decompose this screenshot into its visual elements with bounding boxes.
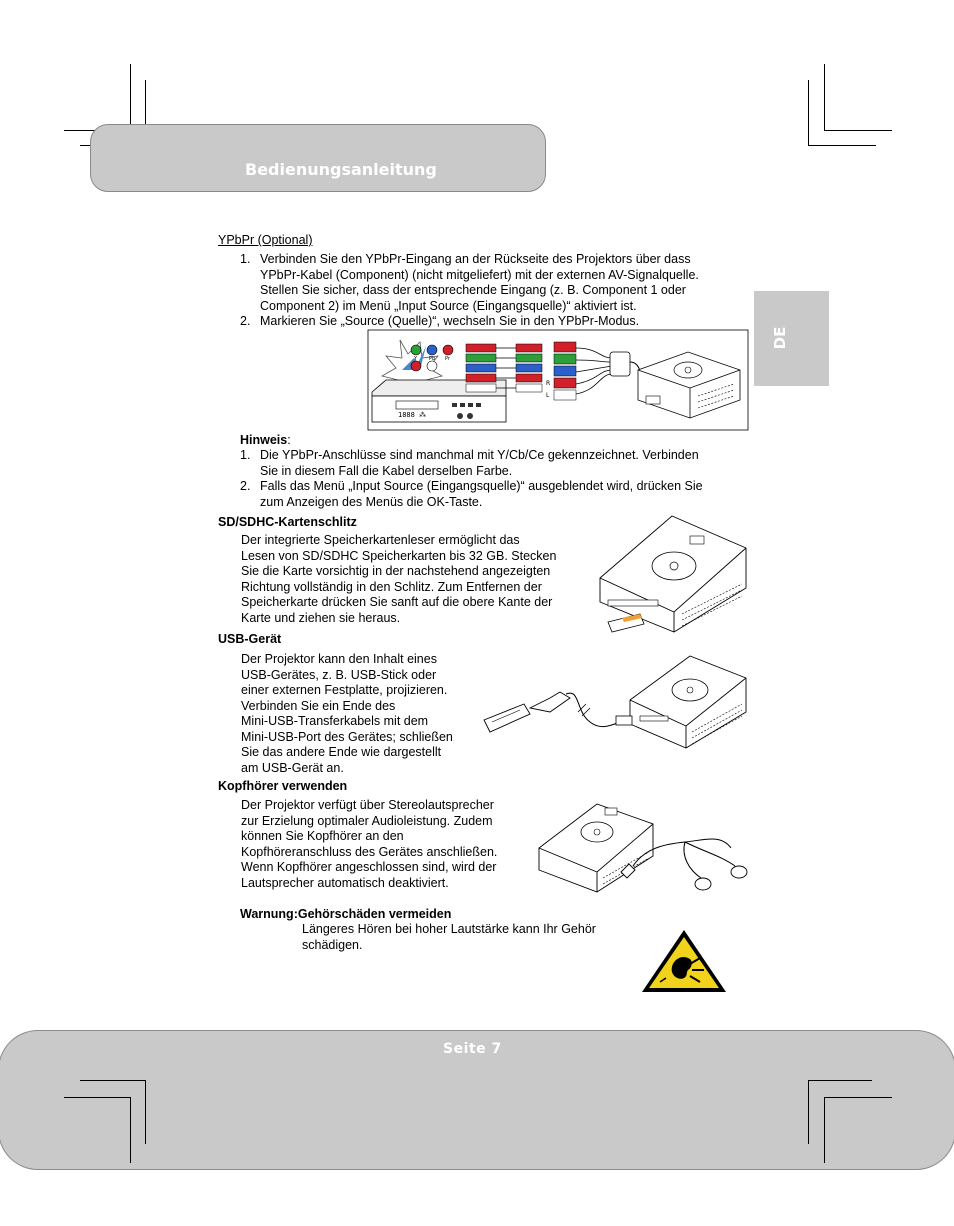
sd-line: Lesen von SD/SDHC Speicherkarten bis 32 GB. Stecken xyxy=(241,548,557,563)
ypbpr-step-1-line: Stellen Sie sicher, dass der entsprechende Eingang (z. B. Component 1 oder xyxy=(260,283,686,297)
crop-mark xyxy=(808,80,809,146)
ypbpr-connection-figure xyxy=(368,330,748,430)
crop-mark xyxy=(808,1080,872,1081)
headphones-heading: Kopfhörer verwenden xyxy=(218,779,348,793)
usb-line: am USB-Gerät an. xyxy=(241,760,344,775)
warning-line: Längeres Hören bei hoher Lautstärke kann Ihr Gehör xyxy=(302,922,596,936)
hinweis-colon: : xyxy=(287,433,291,447)
header-banner xyxy=(90,124,546,192)
sd-heading: SD/SDHC-Kartenschlitz xyxy=(218,515,357,529)
crop-mark xyxy=(824,64,825,130)
hearing-damage-warning-icon xyxy=(640,928,728,994)
usb-line: Mini-USB-Port des Gerätes; schließen xyxy=(241,729,453,744)
headphones-projector-illustration xyxy=(535,794,757,900)
crop-mark xyxy=(808,1080,809,1144)
headphones-line: zur Erzielung optimaler Audioleistung. Zudem xyxy=(241,813,493,828)
usb-line: USB-Gerätes, z. B. USB-Stick oder xyxy=(241,667,437,682)
jack-label: Y xyxy=(414,356,418,362)
crop-mark xyxy=(64,1097,130,1098)
usb-line: Verbinden Sie ein Ende des xyxy=(241,698,396,713)
ypbpr-step-1-line: YPbPr-Kabel (Component) (nicht mitgeliefert) mit der externen AV-Signalquelle. xyxy=(260,267,699,282)
page-number: Seite 7 xyxy=(443,1041,502,1057)
headphones-line: können Sie Kopfhörer an den xyxy=(241,829,404,843)
jack-label: Pb xyxy=(429,356,436,362)
headphones-line: Wenn Kopfhörer angeschlossen sind, wird der xyxy=(241,860,497,874)
list-number: 1. xyxy=(240,448,251,462)
sd-card-projector-illustration xyxy=(590,514,750,636)
hinweis-heading xyxy=(240,433,291,449)
headphones-line: Kopfhöreranschluss des Gerätes anschließen. xyxy=(241,844,498,859)
jack-label: L xyxy=(546,392,550,399)
usb-line: Sie das andere Ende wie dargestellt xyxy=(241,745,442,759)
hinweis-item-2-line: zum Anzeigen des Menüs die OK-Taste. xyxy=(260,494,483,509)
sd-line: Sie die Karte vorsichtig in der nachstehend angezeigten xyxy=(241,564,551,578)
dvd-display: 1888 ⁂ xyxy=(398,411,427,419)
hinweis-item-1-line: Die YPbPr-Anschlüsse sind manchmal mit Y/Cb/Ce gekennzeichnet. Verbinden xyxy=(260,448,699,462)
crop-mark xyxy=(130,1097,131,1163)
crop-mark xyxy=(145,1080,146,1144)
hinweis-label: Hinweis xyxy=(240,433,288,447)
warning-line: schädigen. xyxy=(302,937,363,952)
jack-label: R xyxy=(546,380,551,387)
ypbpr-heading: YPbPr (Optional) xyxy=(218,233,313,247)
list-number: 2. xyxy=(240,479,251,493)
usb-heading: USB-Gerät xyxy=(218,632,282,646)
ypbpr-step-1-line: Verbinden Sie den YPbPr-Eingang an der Rückseite des Projektors über dass xyxy=(260,252,691,266)
list-number: 2. xyxy=(240,314,251,328)
header-title: Bedienungsanleitung xyxy=(245,160,437,179)
headphones-line: Lautsprecher automatisch deaktiviert. xyxy=(241,875,449,890)
usb-line: einer externen Festplatte, projizieren. xyxy=(241,683,448,697)
crop-mark xyxy=(824,1097,825,1163)
hinweis-item-2-line: Falls das Menü „Input Source (Eingangsquelle)“ ausgeblendet wird, drücken Sie xyxy=(260,479,703,493)
crop-mark xyxy=(824,130,892,131)
crop-mark xyxy=(808,145,876,146)
hinweis-item-1-line: Sie in diesem Fall die Kabel derselben Farbe. xyxy=(260,463,513,478)
sd-line: Karte und ziehen sie heraus. xyxy=(241,610,401,625)
crop-mark xyxy=(80,1080,146,1081)
headphones-line: Der Projektor verfügt über Stereolautsprecher xyxy=(241,798,494,812)
sd-line: Richtung vollständig in den Schlitz. Zum Entfernen der xyxy=(241,579,542,594)
list-number: 1. xyxy=(240,252,251,266)
jack-label: Pr xyxy=(445,356,450,362)
usb-line: Der Projektor kann den Inhalt eines xyxy=(241,652,437,666)
ypbpr-step-2-line: Markieren Sie „Source (Quelle)“, wechseln Sie in den YPbPr-Modus. xyxy=(260,314,640,328)
usb-line: Mini-USB-Transferkabels mit dem xyxy=(241,714,429,728)
sd-line: Der integrierte Speicherkartenleser ermöglicht das xyxy=(241,533,520,547)
ypbpr-step-1-line: Component 2) im Menü „Input Source (Eingangsquelle)“ aktiviert ist. xyxy=(260,298,637,313)
warning-heading: Warnung:Gehörschäden vermeiden xyxy=(240,907,452,921)
language-tab-label: DE xyxy=(771,326,789,350)
sd-line: Speicherkarte drücken Sie sanft auf die obere Kante der xyxy=(241,595,553,609)
usb-projector-illustration xyxy=(480,652,750,752)
crop-mark xyxy=(824,1097,892,1098)
